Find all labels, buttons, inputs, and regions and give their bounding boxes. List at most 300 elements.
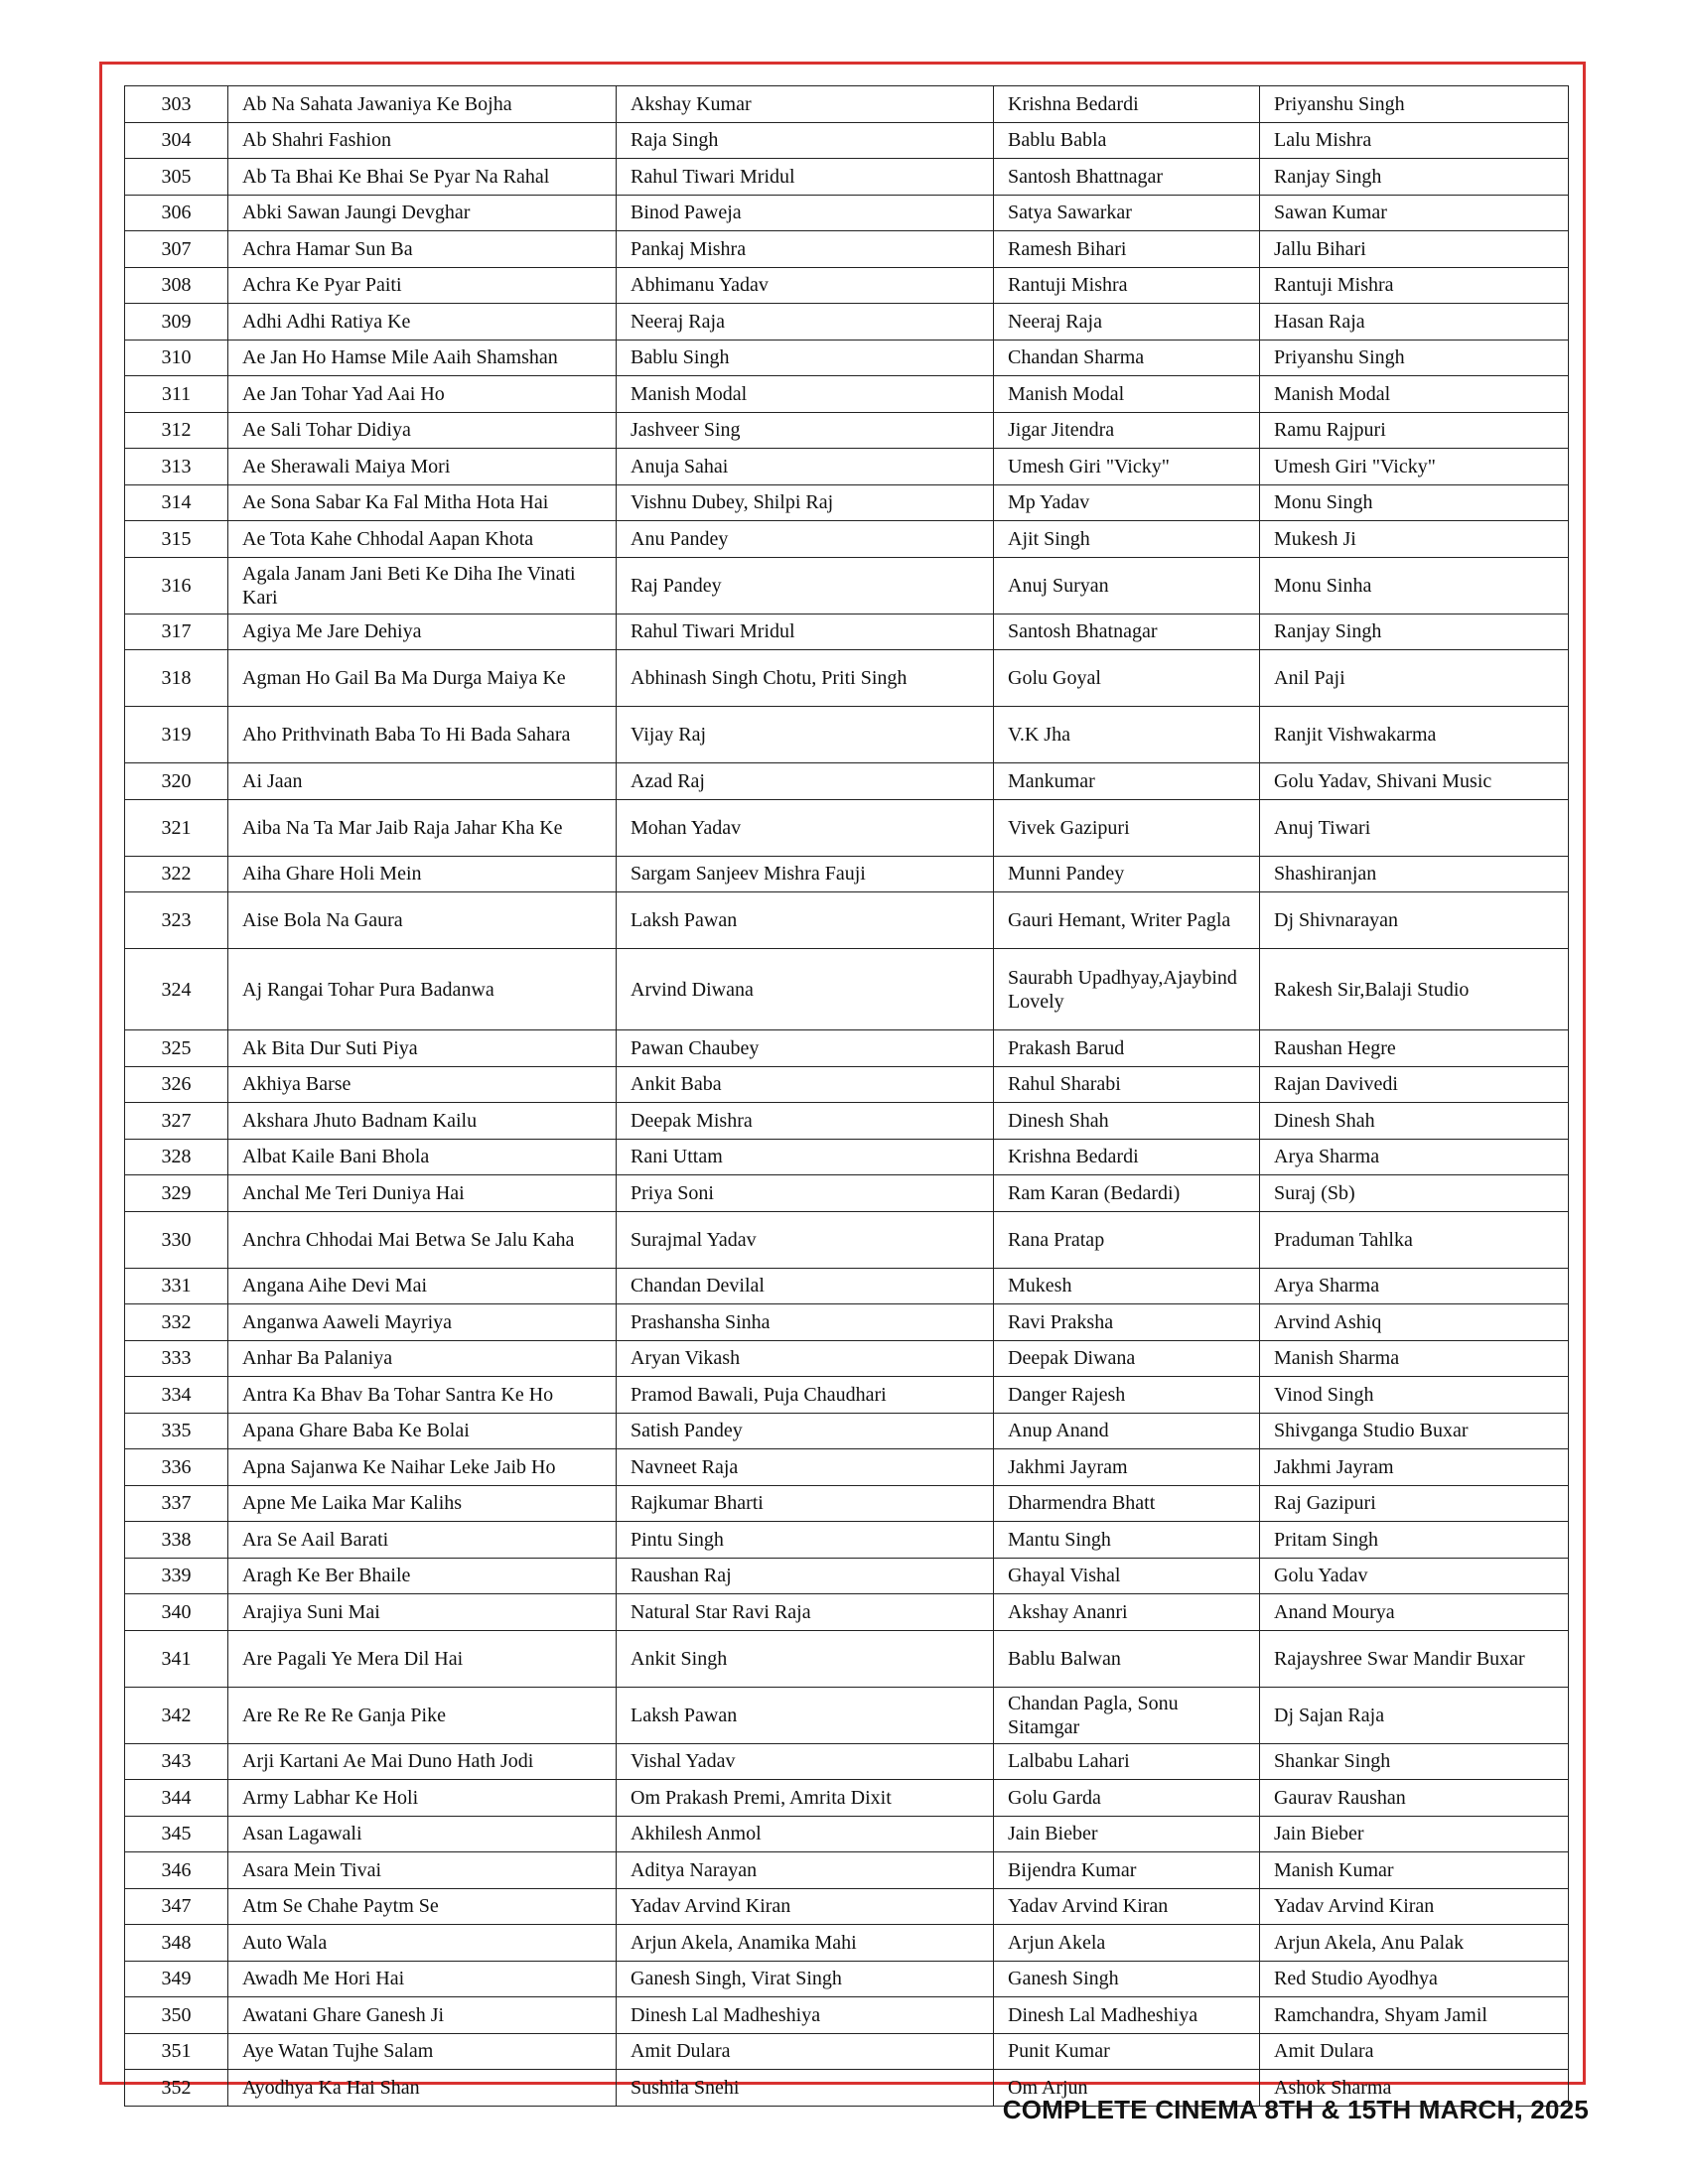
song-title-cell: Aj Rangai Tohar Pura Badanwa [228,949,617,1030]
serial-number-cell: 323 [125,892,228,949]
lyricist-cell: Saurabh Upadhyay,Ajaybind Lovely [994,949,1260,1030]
producer-cell: Anuj Tiwari [1260,799,1569,856]
lyricist-cell: Mantu Singh [994,1522,1260,1559]
producer-cell: Rantuji Mishra [1260,267,1569,304]
serial-number-cell: 329 [125,1175,228,1212]
producer-cell: Mukesh Ji [1260,521,1569,558]
singer-cell: Amit Dulara [617,2033,994,2070]
table-row [125,707,1569,763]
lyricist-cell: Mp Yadav [994,484,1260,521]
singer-cell: Pawan Chaubey [617,1030,994,1067]
lyricist-cell: Satya Sawarkar [994,195,1260,231]
serial-number-cell: 303 [125,86,228,123]
producer-cell: Jallu Bihari [1260,231,1569,268]
serial-number-cell: 330 [125,1211,228,1268]
producer-cell: Ranjay Singh [1260,614,1569,650]
singer-cell: Satish Pandey [617,1413,994,1449]
lyricist-cell: Bablu Balwan [994,1630,1260,1687]
serial-number-cell: 325 [125,1030,228,1067]
lyricist-cell: Anup Anand [994,1413,1260,1449]
song-title-cell: Aiha Ghare Holi Mein [228,856,617,892]
lyricist-cell: Rahul Sharabi [994,1066,1260,1103]
singer-cell: Anuja Sahai [617,449,994,485]
producer-cell: Sawan Kumar [1260,195,1569,231]
producer-cell: Dj Shivnarayan [1260,892,1569,949]
producer-cell: Arya Sharma [1260,1139,1569,1175]
singer-cell: Ankit Singh [617,1630,994,1687]
producer-cell: Ramu Rajpuri [1260,412,1569,449]
singer-cell: Deepak Mishra [617,1103,994,1140]
serial-number-cell: 352 [125,2070,228,2107]
table-row [125,1997,1569,2034]
song-title-cell: Ae Jan Ho Hamse Mile Aaih Shamshan [228,340,617,376]
producer-cell: Jain Bieber [1260,1816,1569,1852]
singer-cell: Om Prakash Premi, Amrita Dixit [617,1780,994,1817]
song-title-cell: Anhar Ba Palaniya [228,1340,617,1377]
serial-number-cell: 312 [125,412,228,449]
lyricist-cell: Chandan Pagla, Sonu Sitamgar [994,1687,1260,1743]
singer-cell: Sargam Sanjeev Mishra Fauji [617,856,994,892]
producer-cell: Ranjay Singh [1260,159,1569,196]
singer-cell: Jashveer Sing [617,412,994,449]
singer-cell: Laksh Pawan [617,892,994,949]
producer-cell: Monu Singh [1260,484,1569,521]
song-title-cell: Aise Bola Na Gaura [228,892,617,949]
table-row [125,1925,1569,1962]
serial-number-cell: 335 [125,1413,228,1449]
song-title-cell: Ab Na Sahata Jawaniya Ke Bojha [228,86,617,123]
lyricist-cell: Danger Rajesh [994,1377,1260,1414]
serial-number-cell: 344 [125,1780,228,1817]
table-row [125,2033,1569,2070]
song-title-cell: Aragh Ke Ber Bhaile [228,1558,617,1594]
song-title-cell: Aiba Na Ta Mar Jaib Raja Jahar Kha Ke [228,799,617,856]
table-row [125,1558,1569,1594]
song-title-cell: Agala Janam Jani Beti Ke Diha Ihe Vinati Kari [228,557,617,614]
table-row [125,1816,1569,1852]
producer-cell: Umesh Giri "Vicky" [1260,449,1569,485]
lyricist-cell: Ravi Praksha [994,1304,1260,1341]
table-row [125,1340,1569,1377]
lyricist-cell: Punit Kumar [994,2033,1260,2070]
producer-cell: Dj Sajan Raja [1260,1687,1569,1743]
singer-cell: Akshay Kumar [617,86,994,123]
singer-cell: Abhimanu Yadav [617,267,994,304]
producer-cell: Yadav Arvind Kiran [1260,1888,1569,1925]
table-row [125,1594,1569,1631]
lyricist-cell: Ramesh Bihari [994,231,1260,268]
lyricist-cell: Munni Pandey [994,856,1260,892]
lyricist-cell: Deepak Diwana [994,1340,1260,1377]
producer-cell: Lalu Mishra [1260,122,1569,159]
serial-number-cell: 306 [125,195,228,231]
producer-cell: Golu Yadav, Shivani Music [1260,763,1569,800]
serial-number-cell: 346 [125,1852,228,1889]
producer-cell: Pritam Singh [1260,1522,1569,1559]
lyricist-cell: V.K Jha [994,707,1260,763]
producer-cell: Priyanshu Singh [1260,86,1569,123]
serial-number-cell: 322 [125,856,228,892]
lyricist-cell: Vivek Gazipuri [994,799,1260,856]
singer-cell: Priya Soni [617,1175,994,1212]
table-row [125,1268,1569,1304]
song-title-cell: Awatani Ghare Ganesh Ji [228,1997,617,2034]
lyricist-cell: Om Arjun [994,2070,1260,2107]
song-title-cell: Ae Sherawali Maiya Mori [228,449,617,485]
song-title-cell: Ayodhya Ka Hai Shan [228,2070,617,2107]
song-title-cell: Are Re Re Re Ganja Pike [228,1687,617,1743]
singer-cell: Bablu Singh [617,340,994,376]
serial-number-cell: 311 [125,376,228,413]
singer-cell: Raushan Raj [617,1558,994,1594]
table-row [125,1066,1569,1103]
song-title-cell: Auto Wala [228,1925,617,1962]
producer-cell: Arya Sharma [1260,1268,1569,1304]
producer-cell: Ashok Sharma [1260,2070,1569,2107]
serial-number-cell: 342 [125,1687,228,1743]
singer-cell: Rahul Tiwari Mridul [617,614,994,650]
table-row [125,340,1569,376]
table-row [125,1449,1569,1486]
lyricist-cell: Rana Pratap [994,1211,1260,1268]
singer-cell: Rajkumar Bharti [617,1485,994,1522]
lyricist-cell: Manish Modal [994,376,1260,413]
serial-number-cell: 307 [125,231,228,268]
table-row [125,122,1569,159]
singer-cell: Abhinash Singh Chotu, Priti Singh [617,650,994,707]
producer-cell: Anil Paji [1260,650,1569,707]
table-row [125,856,1569,892]
lyricist-cell: Ajit Singh [994,521,1260,558]
lyricist-cell: Bijendra Kumar [994,1852,1260,1889]
serial-number-cell: 333 [125,1340,228,1377]
serial-number-cell: 332 [125,1304,228,1341]
producer-cell: Manish Kumar [1260,1852,1569,1889]
song-title-cell: Ai Jaan [228,763,617,800]
serial-number-cell: 316 [125,557,228,614]
song-title-cell: Akshara Jhuto Badnam Kailu [228,1103,617,1140]
producer-cell: Shivganga Studio Buxar [1260,1413,1569,1449]
lyricist-cell: Yadav Arvind Kiran [994,1888,1260,1925]
table-row [125,1630,1569,1687]
producer-cell: Raushan Hegre [1260,1030,1569,1067]
serial-number-cell: 349 [125,1961,228,1997]
table-row [125,1780,1569,1817]
table-row [125,1961,1569,1997]
song-title-cell: Angana Aihe Devi Mai [228,1268,617,1304]
table-row [125,231,1569,268]
serial-number-cell: 313 [125,449,228,485]
singer-cell: Aditya Narayan [617,1852,994,1889]
producer-cell: Priyanshu Singh [1260,340,1569,376]
singer-cell: Azad Raj [617,763,994,800]
singer-cell: Manish Modal [617,376,994,413]
song-title-cell: Apne Me Laika Mar Kalihs [228,1485,617,1522]
song-title-cell: Anchra Chhodai Mai Betwa Se Jalu Kaha [228,1211,617,1268]
producer-cell: Vinod Singh [1260,1377,1569,1414]
song-title-cell: Army Labhar Ke Holi [228,1780,617,1817]
lyricist-cell: Lalbabu Lahari [994,1743,1260,1780]
singer-cell: Pramod Bawali, Puja Chaudhari [617,1377,994,1414]
table-row [125,86,1569,123]
singer-cell: Vijay Raj [617,707,994,763]
table-row [125,1175,1569,1212]
table-row [125,1139,1569,1175]
song-title-cell: Ae Tota Kahe Chhodal Aapan Khota [228,521,617,558]
song-title-cell: Ae Jan Tohar Yad Aai Ho [228,376,617,413]
serial-number-cell: 305 [125,159,228,196]
singer-cell: Natural Star Ravi Raja [617,1594,994,1631]
singer-cell: Neeraj Raja [617,304,994,341]
song-registry-table [124,85,1569,2107]
lyricist-cell: Krishna Bedardi [994,1139,1260,1175]
lyricist-cell: Jigar Jitendra [994,412,1260,449]
lyricist-cell: Dharmendra Bhatt [994,1485,1260,1522]
producer-cell: Manish Modal [1260,376,1569,413]
serial-number-cell: 343 [125,1743,228,1780]
serial-number-cell: 317 [125,614,228,650]
table-row [125,1377,1569,1414]
table-row [125,267,1569,304]
table-row [125,159,1569,196]
serial-number-cell: 347 [125,1888,228,1925]
serial-number-cell: 328 [125,1139,228,1175]
singer-cell: Mohan Yadav [617,799,994,856]
lyricist-cell: Jakhmi Jayram [994,1449,1260,1486]
lyricist-cell: Golu Garda [994,1780,1260,1817]
serial-number-cell: 327 [125,1103,228,1140]
singer-cell: Pankaj Mishra [617,231,994,268]
song-title-cell: Apana Ghare Baba Ke Bolai [228,1413,617,1449]
song-title-cell: Agman Ho Gail Ba Ma Durga Maiya Ke [228,650,617,707]
song-title-cell: Ara Se Aail Barati [228,1522,617,1559]
singer-cell: Surajmal Yadav [617,1211,994,1268]
lyricist-cell: Neeraj Raja [994,304,1260,341]
song-title-cell: Achra Ke Pyar Paiti [228,267,617,304]
table-row [125,650,1569,707]
singer-cell: Laksh Pawan [617,1687,994,1743]
producer-cell: Monu Sinha [1260,557,1569,614]
song-title-cell: Apna Sajanwa Ke Naihar Leke Jaib Ho [228,1449,617,1486]
singer-cell: Arvind Diwana [617,949,994,1030]
singer-cell: Binod Paweja [617,195,994,231]
producer-cell: Gaurav Raushan [1260,1780,1569,1817]
song-title-cell: Ae Sona Sabar Ka Fal Mitha Hota Hai [228,484,617,521]
singer-cell: Ganesh Singh, Virat Singh [617,1961,994,1997]
lyricist-cell: Chandan Sharma [994,340,1260,376]
producer-cell: Arvind Ashiq [1260,1304,1569,1341]
lyricist-cell: Ram Karan (Bedardi) [994,1175,1260,1212]
lyricist-cell: Mukesh [994,1268,1260,1304]
song-title-cell: Agiya Me Jare Dehiya [228,614,617,650]
table-row [125,195,1569,231]
lyricist-cell: Bablu Babla [994,122,1260,159]
song-title-cell: Ab Shahri Fashion [228,122,617,159]
serial-number-cell: 345 [125,1816,228,1852]
song-title-cell: Ae Sali Tohar Didiya [228,412,617,449]
producer-cell: Rakesh Sir,Balaji Studio [1260,949,1569,1030]
producer-cell: Rajan Davivedi [1260,1066,1569,1103]
producer-cell: Praduman Tahlka [1260,1211,1569,1268]
serial-number-cell: 308 [125,267,228,304]
song-title-cell: Asara Mein Tivai [228,1852,617,1889]
serial-number-cell: 340 [125,1594,228,1631]
song-title-cell: Anchal Me Teri Duniya Hai [228,1175,617,1212]
table-row [125,1687,1569,1743]
singer-cell: Vishal Yadav [617,1743,994,1780]
lyricist-cell: Krishna Bedardi [994,86,1260,123]
lyricist-cell: Jain Bieber [994,1816,1260,1852]
song-title-cell: Asan Lagawali [228,1816,617,1852]
serial-number-cell: 314 [125,484,228,521]
serial-number-cell: 309 [125,304,228,341]
singer-cell: Sushila Snehi [617,2070,994,2107]
table-row [125,949,1569,1030]
table-row [125,1030,1569,1067]
singer-cell: Dinesh Lal Madheshiya [617,1997,994,2034]
serial-number-cell: 350 [125,1997,228,2034]
producer-cell: Shashiranjan [1260,856,1569,892]
producer-cell: Anand Mourya [1260,1594,1569,1631]
table-row [125,614,1569,650]
table-row [125,1852,1569,1889]
table-row [125,484,1569,521]
serial-number-cell: 320 [125,763,228,800]
song-title-cell: Arajiya Suni Mai [228,1594,617,1631]
serial-number-cell: 326 [125,1066,228,1103]
singer-cell: Navneet Raja [617,1449,994,1486]
song-title-cell: Atm Se Chahe Paytm Se [228,1888,617,1925]
producer-cell: Arjun Akela, Anu Palak [1260,1925,1569,1962]
table-row [125,1743,1569,1780]
serial-number-cell: 339 [125,1558,228,1594]
singer-cell: Anu Pandey [617,521,994,558]
singer-cell: Rahul Tiwari Mridul [617,159,994,196]
table-row [125,412,1569,449]
table-row [125,1304,1569,1341]
table-row [125,1413,1569,1449]
song-title-cell: Ak Bita Dur Suti Piya [228,1030,617,1067]
table-row [125,376,1569,413]
song-title-cell: Abki Sawan Jaungi Devghar [228,195,617,231]
serial-number-cell: 304 [125,122,228,159]
lyricist-cell: Mankumar [994,763,1260,800]
producer-cell: Raj Gazipuri [1260,1485,1569,1522]
singer-cell: Ankit Baba [617,1066,994,1103]
producer-cell: Golu Yadav [1260,1558,1569,1594]
serial-number-cell: 318 [125,650,228,707]
producer-cell: Amit Dulara [1260,2033,1569,2070]
lyricist-cell: Ganesh Singh [994,1961,1260,1997]
singer-cell: Yadav Arvind Kiran [617,1888,994,1925]
producer-cell: Rajayshree Swar Mandir Buxar [1260,1630,1569,1687]
singer-cell: Akhilesh Anmol [617,1816,994,1852]
table-row [125,1888,1569,1925]
producer-cell: Suraj (Sb) [1260,1175,1569,1212]
table-row [125,1211,1569,1268]
serial-number-cell: 315 [125,521,228,558]
song-title-cell: Albat Kaile Bani Bhola [228,1139,617,1175]
serial-number-cell: 310 [125,340,228,376]
song-title-cell: Arji Kartani Ae Mai Duno Hath Jodi [228,1743,617,1780]
lyricist-cell: Santosh Bhattnagar [994,159,1260,196]
serial-number-cell: 319 [125,707,228,763]
table-row [125,1522,1569,1559]
producer-cell: Dinesh Shah [1260,1103,1569,1140]
song-title-cell: Adhi Adhi Ratiya Ke [228,304,617,341]
producer-cell: Jakhmi Jayram [1260,1449,1569,1486]
singer-cell: Raj Pandey [617,557,994,614]
serial-number-cell: 341 [125,1630,228,1687]
table-row [125,1485,1569,1522]
table-row [125,1103,1569,1140]
song-title-cell: Akhiya Barse [228,1066,617,1103]
lyricist-cell: Santosh Bhatnagar [994,614,1260,650]
producer-cell: Red Studio Ayodhya [1260,1961,1569,1997]
serial-number-cell: 348 [125,1925,228,1962]
lyricist-cell: Golu Goyal [994,650,1260,707]
serial-number-cell: 337 [125,1485,228,1522]
singer-cell: Vishnu Dubey, Shilpi Raj [617,484,994,521]
table-row [125,304,1569,341]
serial-number-cell: 338 [125,1522,228,1559]
serial-number-cell: 321 [125,799,228,856]
song-title-cell: Are Pagali Ye Mera Dil Hai [228,1630,617,1687]
producer-cell: Ranjit Vishwakarma [1260,707,1569,763]
singer-cell: Pintu Singh [617,1522,994,1559]
lyricist-cell: Ghayal Vishal [994,1558,1260,1594]
song-title-cell: Aho Prithvinath Baba To Hi Bada Sahara [228,707,617,763]
singer-cell: Raja Singh [617,122,994,159]
producer-cell: Manish Sharma [1260,1340,1569,1377]
singer-cell: Rani Uttam [617,1139,994,1175]
serial-number-cell: 334 [125,1377,228,1414]
song-title-cell: Anganwa Aaweli Mayriya [228,1304,617,1341]
table-row [125,763,1569,800]
song-title-cell: Awadh Me Hori Hai [228,1961,617,1997]
table-row [125,892,1569,949]
producer-cell: Ramchandra, Shyam Jamil [1260,1997,1569,2034]
song-title-cell: Achra Hamar Sun Ba [228,231,617,268]
table-row [125,557,1569,614]
lyricist-cell: Dinesh Shah [994,1103,1260,1140]
song-title-cell: Ab Ta Bhai Ke Bhai Se Pyar Na Rahal [228,159,617,196]
serial-number-cell: 324 [125,949,228,1030]
producer-cell: Shankar Singh [1260,1743,1569,1780]
song-title-cell: Aye Watan Tujhe Salam [228,2033,617,2070]
singer-cell: Aryan Vikash [617,1340,994,1377]
lyricist-cell: Rantuji Mishra [994,267,1260,304]
table-row [125,521,1569,558]
singer-cell: Chandan Devilal [617,1268,994,1304]
footer-publication-date: COMPLETE CINEMA 8TH & 15TH MARCH, 2025 [1002,2095,1589,2124]
song-title-cell: Antra Ka Bhav Ba Tohar Santra Ke Ho [228,1377,617,1414]
lyricist-cell: Prakash Barud [994,1030,1260,1067]
lyricist-cell: Akshay Ananri [994,1594,1260,1631]
lyricist-cell: Gauri Hemant, Writer Pagla [994,892,1260,949]
table-row [125,799,1569,856]
lyricist-cell: Umesh Giri "Vicky" [994,449,1260,485]
lyricist-cell: Anuj Suryan [994,557,1260,614]
singer-cell: Prashansha Sinha [617,1304,994,1341]
table-row [125,449,1569,485]
lyricist-cell: Dinesh Lal Madheshiya [994,1997,1260,2034]
producer-cell: Hasan Raja [1260,304,1569,341]
serial-number-cell: 351 [125,2033,228,2070]
singer-cell: Arjun Akela, Anamika Mahi [617,1925,994,1962]
serial-number-cell: 331 [125,1268,228,1304]
lyricist-cell: Arjun Akela [994,1925,1260,1962]
